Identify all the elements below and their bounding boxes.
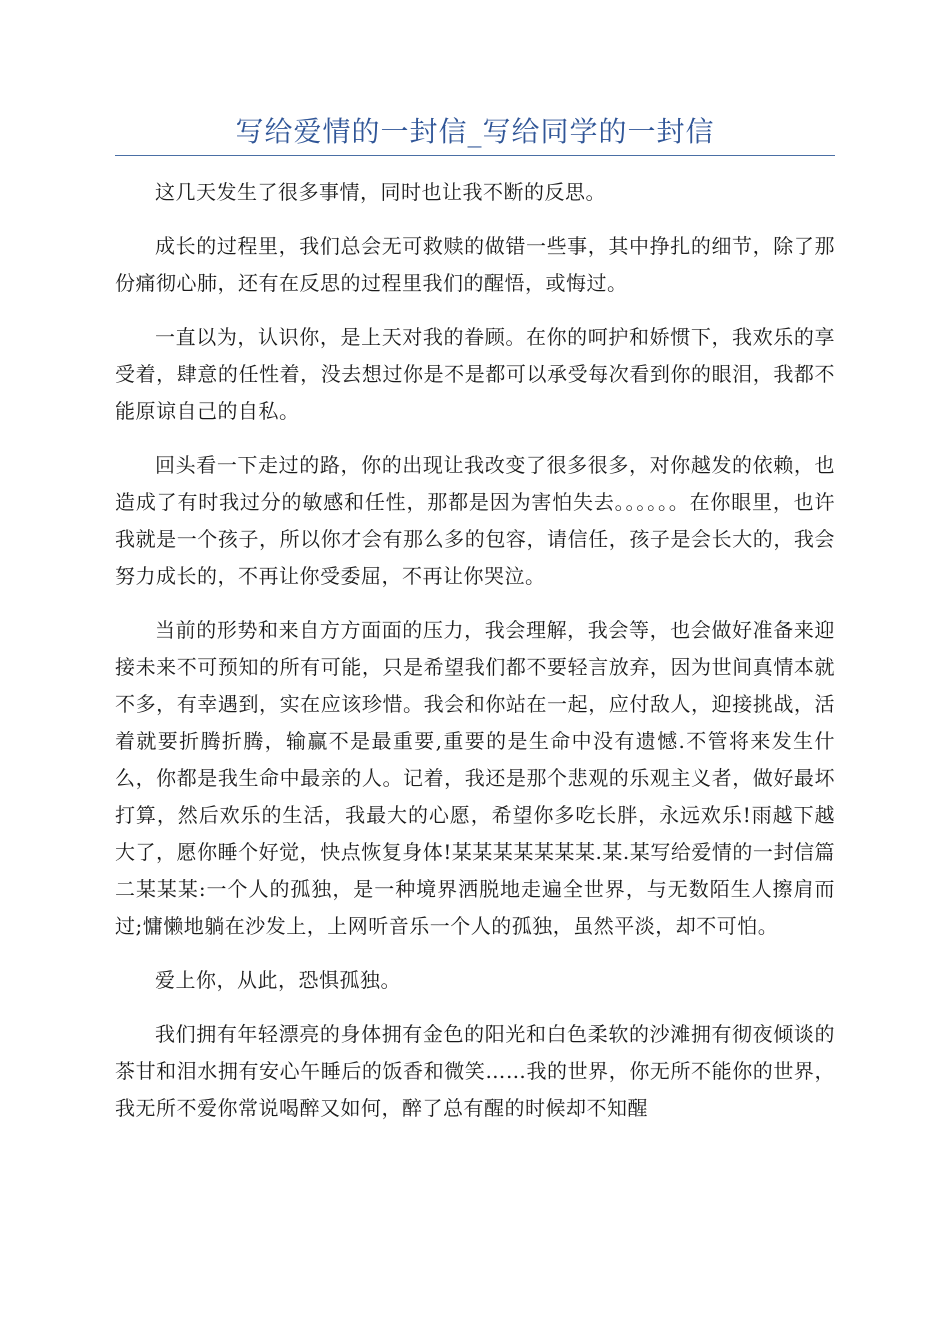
document-body (115, 174, 835, 1144)
paragraph-2: 成长的过程里，我们总会无可救赎的做错一些事，其中挣扎的细节，除了那份痛彻心肺，还有在反思的过程里我们的醒悟，或悔过。 (115, 234, 835, 295)
paragraph-4: 回头看一下走过的路，你的出现让我改变了很多很多，对你越发的依赖，也造成了有时我过分的敏感和任性，那都是因为害怕失去。。。。。。在你眼里，也许我就是一个孩子，所以你才会有那么多的包容，请信任，孩子是会长大的，我会努力成长的，不再让你受委屈，不再让你哭泣。 (115, 453, 835, 588)
title-underline (115, 155, 835, 156)
paragraph-6: 爱上你，从此，恐惧孤独。 (155, 968, 401, 992)
paragraph-3: 一直以为，认识你，是上天对我的眷顾。在你的呵护和娇惯下，我欢乐的享受着，肆意的任性着，没去想过你是不是都可以承受每次看到你的眼泪，我都不能原谅自己的自私。 (115, 325, 835, 423)
paragraph-1: 这几天发生了很多事情，同时也让我不断的反思。 (155, 180, 606, 204)
document-title: 写给爱情的一封信_写给同学的一封信 (235, 115, 715, 148)
paragraph-7: 我们拥有年轻漂亮的身体拥有金色的阳光和白色柔软的沙滩拥有彻夜倾谈的茶甘和泪水拥有安心午睡后的饭香和微笑……我的世界，你无所不能你的世界，我无所不爱你常说喝醉又如何，醉了总有醒的时候却不知醒 (115, 1022, 835, 1120)
paragraph-5: 当前的形势和来自方方面面的压力，我会理解，我会等，也会做好准备来迎接未来不可预知的所有可能，只是希望我们都不要轻言放弃，因为世间真情本就不多，有幸遇到，实在应该珍惜。我会和你站在一起，应付敌人，迎接挑战，活着就要折腾折腾，输赢不是最重要,重要的是生命中没有遗憾.不管将来发生什么，你都是我生命中最亲的人。记着，我还是那个悲观的乐观主义者，做好最坏打算，然后欢乐的生活，我最大的心愿，希望你多吃长胖，永远欢乐!雨越下越大了，愿你睡个好觉，快点恢复身体!某某某某某某某.某.某写给爱情的一封信篇二某某某:一个人的孤独，是一种境界洒脱地走遍全世界，与无数陌生人擦肩而过;慵懒地躺在沙发上，上网听音乐一个人的孤独，虽然平淡，却不可怕。 (115, 618, 835, 938)
